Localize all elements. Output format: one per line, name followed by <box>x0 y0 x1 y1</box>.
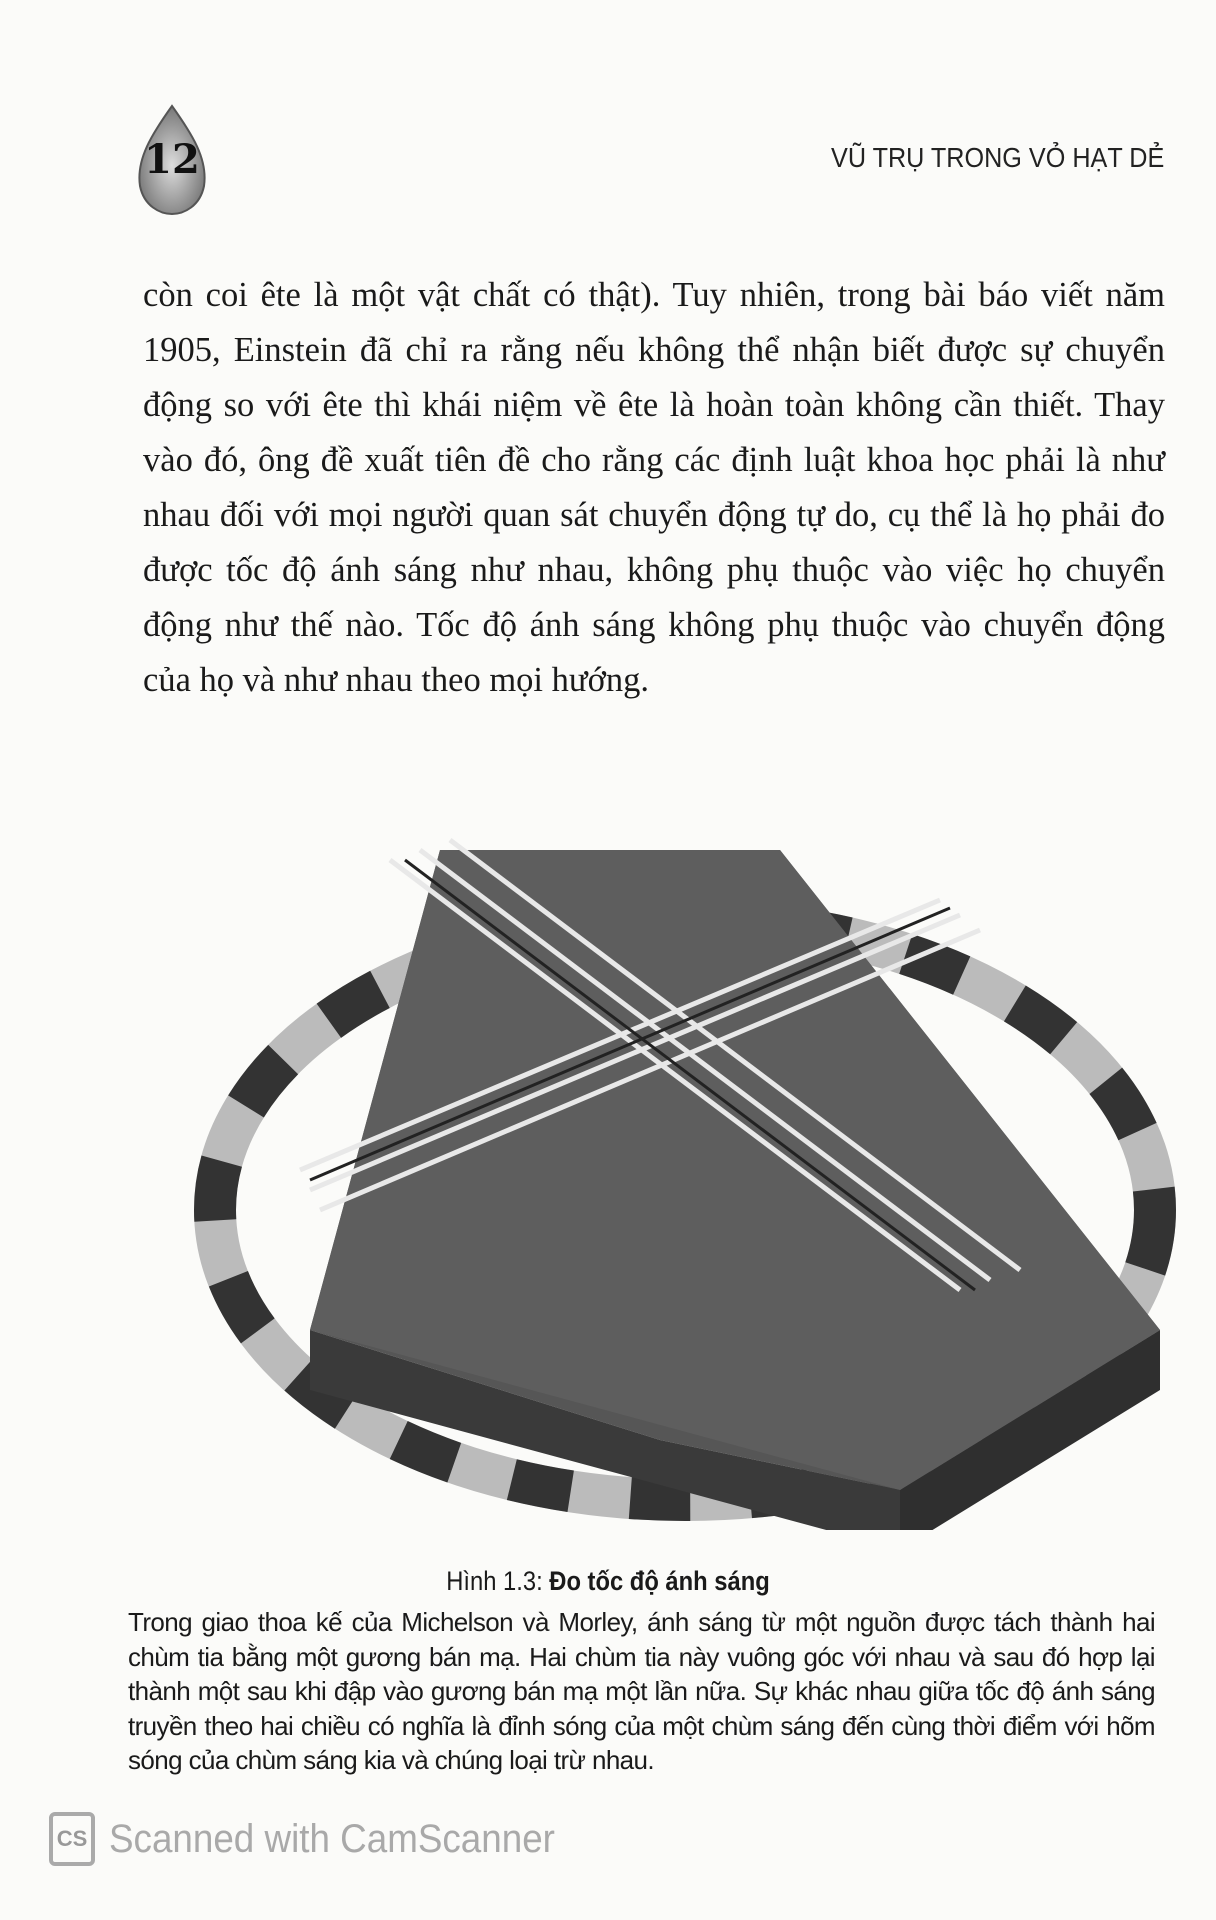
interferometer-illustration <box>180 790 1180 1530</box>
page-number-badge <box>132 104 212 216</box>
page-number: 12 <box>144 136 200 183</box>
camscanner-watermark <box>49 1812 594 1866</box>
paragraph: còn coi ête là một vật chất có thật). Tuy nhiên, trong bài báo viết năm 1905, Einstein đã chỉ ra rằng nếu không thể nhận biết được sự chuyển động so với ête thì khái niệm về ête là hoàn toàn không cần thiết. Thay vào đó, ông đề xuất tiên đề cho rằng các định luật khoa học phải là như nhau đối với mọi người quan sát chuyển động tự do, cụ thể là họ phải đo được tốc độ ánh sáng như nhau, không phụ thuộc vào việc họ chuyển động như thế nào. Tốc độ ánh sáng không phụ thuộc vào chuyển động của họ và như nhau theo mọi hướng. <box>143 276 1165 699</box>
running-title: VŨ TRỤ TRONG VỎ HẠT DẺ <box>830 142 1164 173</box>
figure-title-text: Đo tốc độ ánh sáng <box>549 1566 770 1596</box>
camscanner-logo-icon: CS <box>49 1812 95 1866</box>
figure-title <box>73 1566 1143 1597</box>
body-text <box>143 268 1165 708</box>
watermark-text: Scanned with CamScanner <box>109 1816 555 1861</box>
figure-label: Hình 1.3: <box>446 1566 543 1596</box>
figure-interferometer <box>180 790 1180 1530</box>
figure-caption: Trong giao thoa kế của Michelson và Morley, ánh sáng từ một nguồn được tách thành hai chùm tia bằng một gương bán mạ. Hai chùm tia này vuông góc với nhau và sau đó hợp lại thành một sau khi đập vào gương bán mạ một lần nữa. Sự khác nhau giữa tốc độ ánh sáng truyền theo hai chiều có nghĩa là đỉnh sóng của một chùm sáng đến cùng thời điểm với hõm sóng của chùm sáng kia và chúng loại trừ nhau. <box>128 1607 1155 1775</box>
